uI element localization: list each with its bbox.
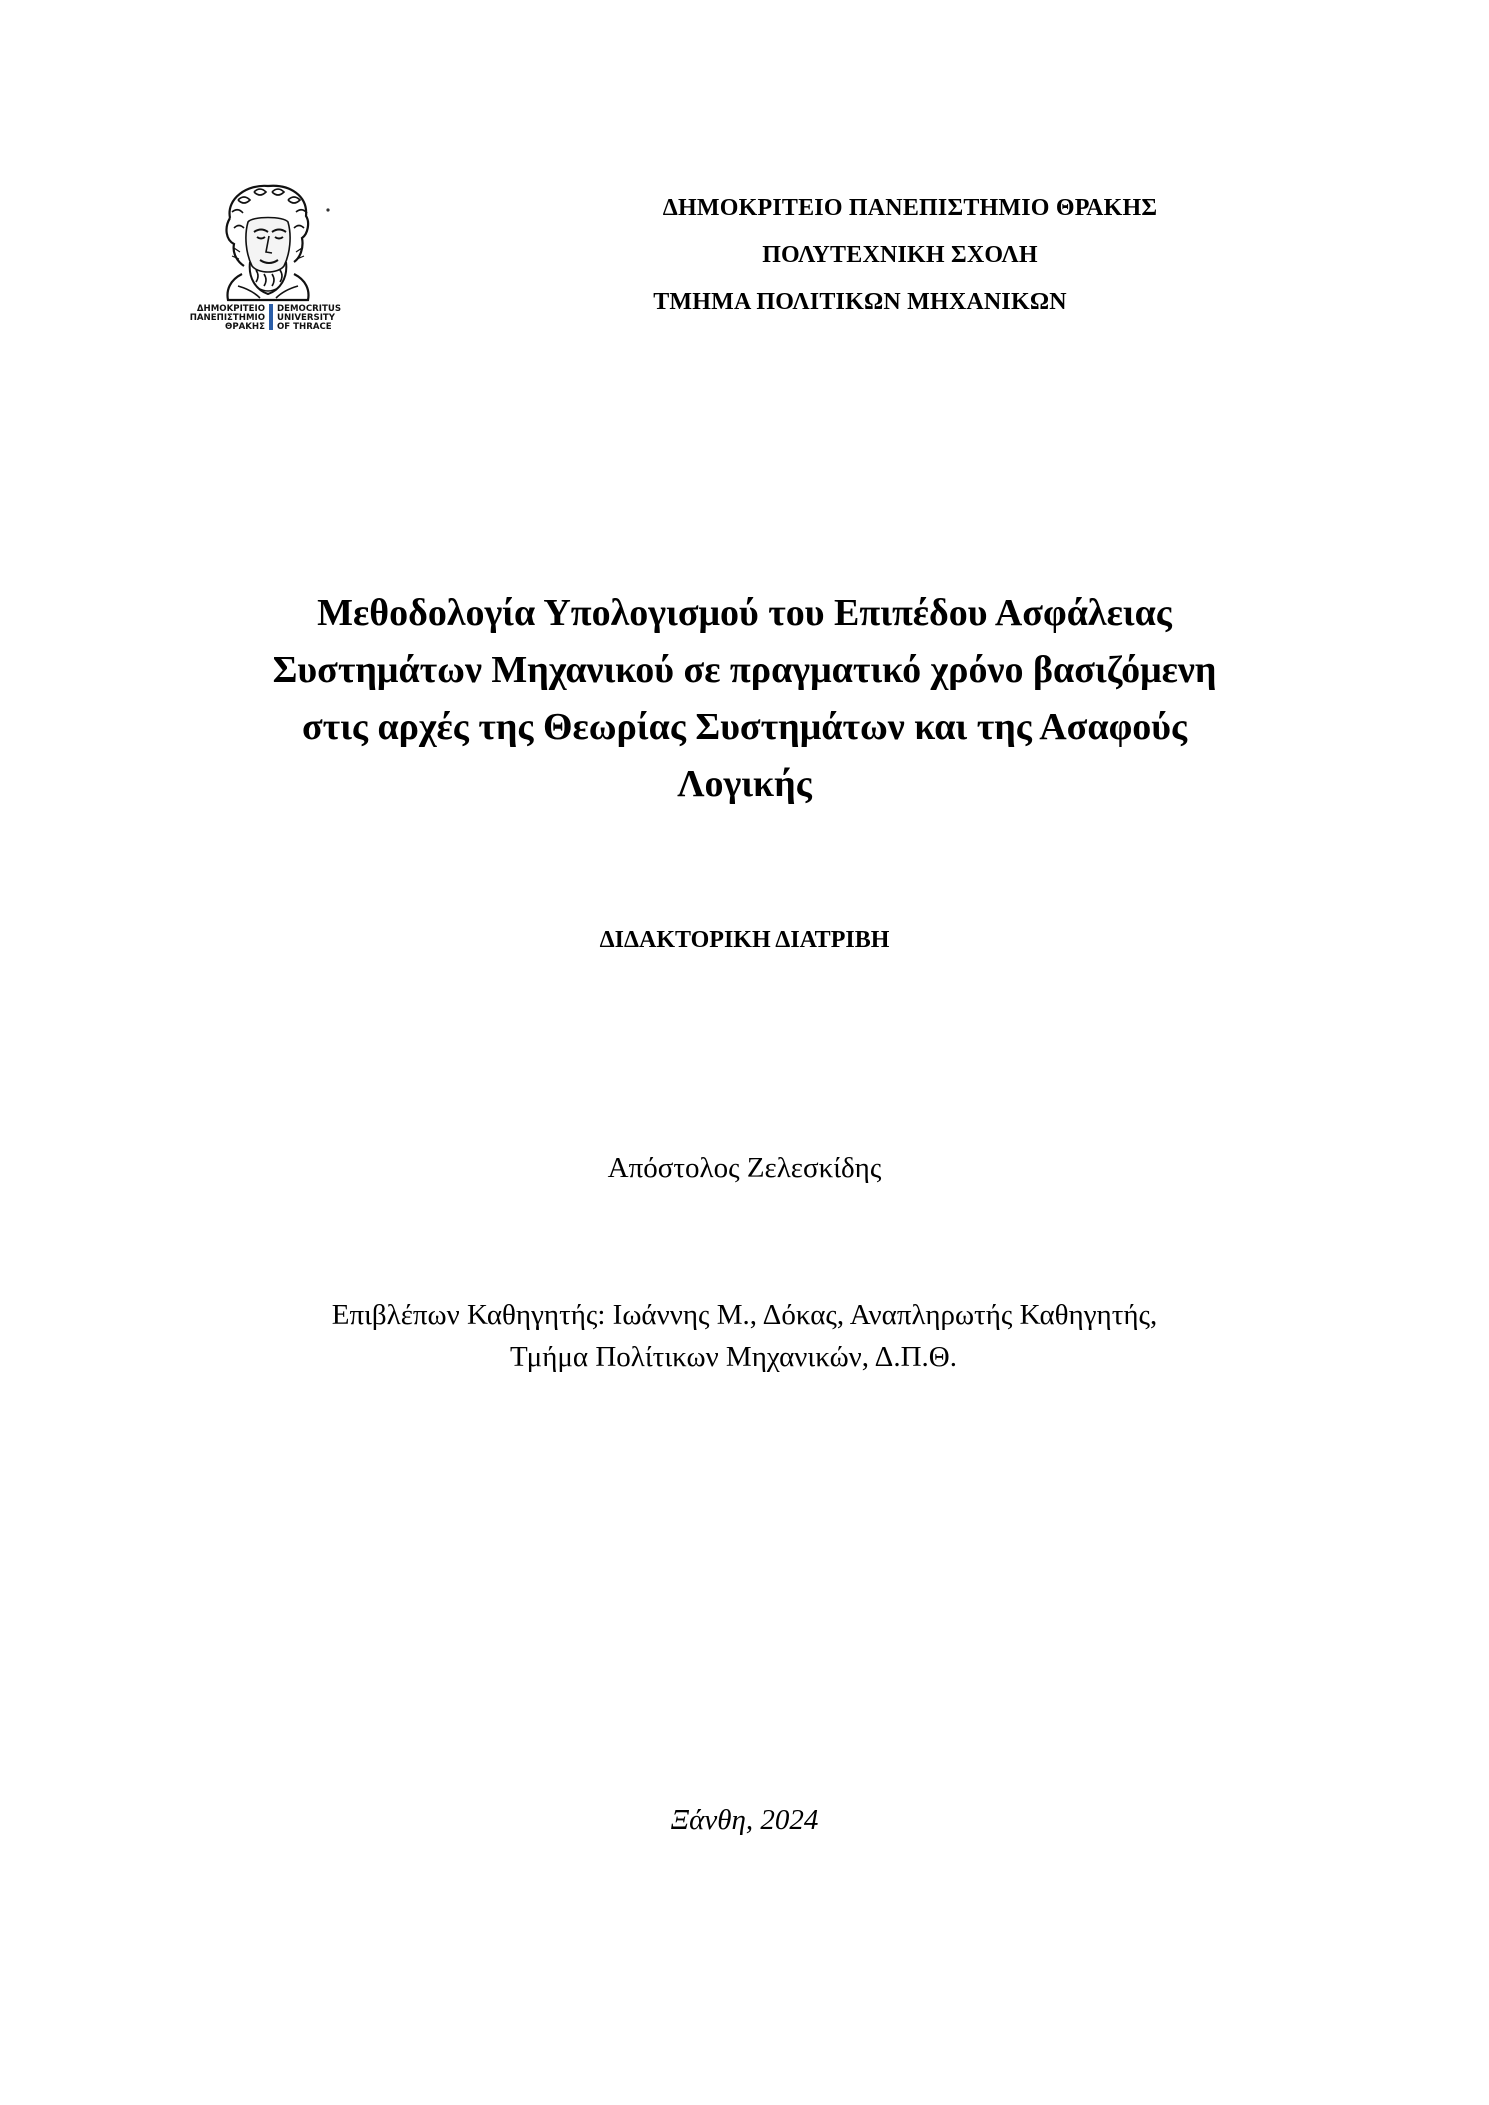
supervisor-line-1: Επιβλέπων Καθηγητής: Ιωάννης Μ., Δόκας, Αναπληρωτής Καθηγητής,	[331, 1299, 1158, 1331]
author-name: Απόστολος Ζελεσκίδης	[607, 1152, 882, 1184]
title-line-2: Συστημάτων Μηχανικού σε πραγματικό χρόνο βασιζόμενη	[272, 649, 1217, 691]
thesis-title	[140, 585, 1349, 813]
university-logo	[168, 178, 378, 330]
title-line-1: Μεθοδολογία Υπολογισμού του Επιπέδου Ασφάλειας	[317, 592, 1172, 634]
logo-text-en-3: OF THRACE	[277, 322, 332, 330]
logo-divider	[269, 304, 273, 330]
logo-text-gr-1: ΔΗΜΟΚΡΙΤΕΙΟ	[196, 304, 265, 314]
institution-header	[560, 185, 1260, 326]
thesis-type: ΔΙΔΑΚΤΟΡΙΚΗ ΔΙΑΤΡΙΒΗ	[599, 927, 890, 953]
department-name: ΤΜΗΜΑ ΠΟΛΙΤΙΚΩΝ ΜΗΧΑΝΙΚΩΝ	[653, 289, 1067, 315]
supervisor-line-2: Τμήμα Πολίτικων Μηχανικών, Δ.Π.Θ.	[510, 1341, 957, 1373]
logo-text-gr-3: ΘΡΑΚΗΣ	[225, 322, 265, 330]
place-date: Ξάνθη, 2024	[670, 1804, 819, 1836]
logo-text-en-2: UNIVERSITY	[277, 313, 335, 323]
school-name: ΠΟΛΥΤΕΧΝΙΚΗ ΣΧΟΛΗ	[762, 242, 1038, 268]
democritus-bust-icon	[227, 186, 309, 300]
title-line-3: στις αρχές της Θεωρίας Συστημάτων και της Ασαφούς	[301, 706, 1188, 748]
title-line-4: Λογικής	[677, 763, 812, 805]
university-name: ΔΗΜΟΚΡΙΤΕΙΟ ΠΑΝΕΠΙΣΤΗΜΙΟ ΘΡΑΚΗΣ	[662, 195, 1158, 221]
logo-text-en-1: DEMOCRITUS	[277, 304, 342, 314]
logo-text-gr-2: ΠΑΝΕΠΙΣΤΗΜΙΟ	[189, 313, 265, 323]
supervisor-info	[150, 1294, 1339, 1378]
